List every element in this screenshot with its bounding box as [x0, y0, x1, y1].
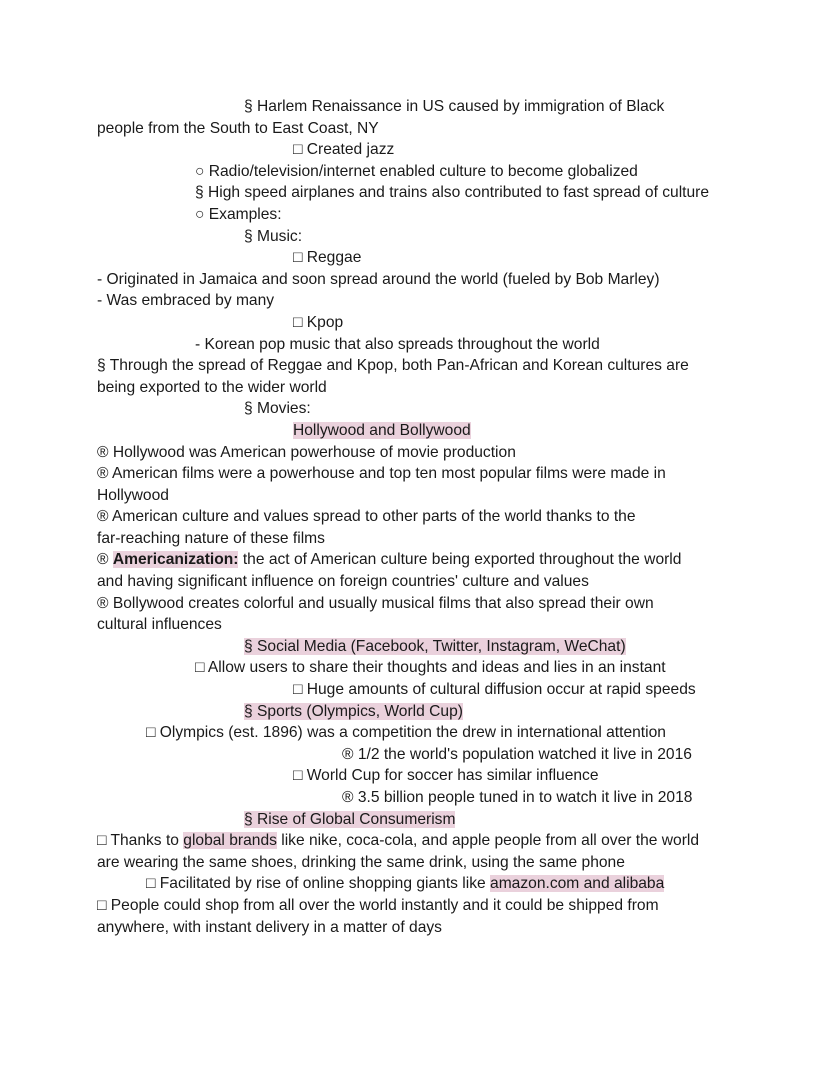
text-line — [97, 226, 737, 248]
text-segment: people from the South to East Coast, NY — [97, 119, 379, 137]
text-segment: the act of American culture being exported throughout the world — [238, 551, 682, 569]
text-segment: far-reaching nature of these films — [97, 529, 325, 547]
text-segment: □ Created jazz — [293, 141, 395, 159]
text-line — [97, 636, 737, 658]
text-segment: § Music: — [244, 227, 303, 245]
text-line — [97, 161, 737, 183]
text-line — [97, 139, 737, 161]
text-segment: cultural influences — [97, 616, 222, 634]
text-line — [97, 312, 737, 334]
text-line — [97, 506, 737, 528]
text-segment: ® American films were a powerhouse and top ten most popular films were made in — [97, 465, 666, 483]
text-line — [97, 463, 737, 485]
highlighted-text: Hollywood and Bollywood — [293, 421, 471, 439]
text-line — [97, 701, 737, 723]
text-segment: - Was embraced by many — [97, 292, 275, 310]
text-segment: like nike, coca-cola, and apple people from all over the world — [276, 832, 700, 850]
text-line — [97, 895, 737, 917]
text-segment: □ Allow users to share their thoughts and ideas and lies in an instant — [195, 659, 666, 677]
text-line — [97, 377, 737, 399]
text-line — [97, 722, 737, 744]
highlighted-text: global brands — [183, 832, 277, 850]
text-line — [97, 247, 737, 269]
highlighted-text: § Sports (Olympics, World Cup) — [244, 702, 463, 720]
text-segment: being exported to the wider world — [97, 378, 327, 396]
text-segment: □ Thanks to — [97, 832, 184, 850]
text-line — [97, 118, 737, 140]
text-segment: Hollywood — [97, 486, 169, 504]
highlighted-text: Americanization: — [112, 551, 239, 569]
text-segment: § Movies: — [244, 400, 311, 418]
text-segment: ® 3.5 billion people tuned in to watch it live in 2018 — [342, 789, 693, 806]
text-line — [97, 809, 737, 831]
text-segment: ® 1/2 the world's population watched it live in 2016 — [342, 745, 692, 763]
text-line — [97, 269, 737, 291]
text-line — [97, 765, 737, 787]
text-line — [97, 528, 737, 550]
text-line — [97, 398, 737, 420]
text-line — [97, 549, 737, 571]
text-segment: □ Olympics (est. 1896) was a competition the drew in international attention — [146, 724, 666, 742]
text-line — [97, 917, 737, 939]
text-line — [97, 593, 737, 615]
text-segment: - Originated in Jamaica and soon spread around the world (fueled by Bob Marley) — [97, 270, 660, 288]
text-segment: ® — [97, 551, 113, 569]
text-line — [97, 830, 737, 852]
text-line — [97, 420, 737, 442]
text-line — [97, 355, 737, 377]
text-segment: □ Huge amounts of cultural diffusion occur at rapid speeds — [293, 681, 696, 699]
text-line — [97, 182, 737, 204]
text-line — [97, 787, 737, 809]
text-line — [97, 614, 737, 636]
text-segment: □ Facilitated by rise of online shopping giants like — [146, 875, 491, 893]
text-segment: § High speed airplanes and trains also contributed to fast spread of culture — [195, 184, 710, 202]
text-segment: and having significant influence on foreign countries' culture and values — [97, 573, 589, 591]
text-segment: ○ Examples: — [195, 205, 282, 223]
text-line — [97, 442, 737, 464]
text-segment: □ People could shop from all over the world instantly and it could be shipped from — [97, 896, 659, 914]
text-line — [97, 204, 737, 226]
text-line — [97, 873, 737, 895]
text-line — [97, 485, 737, 507]
text-segment: ® American culture and values spread to other parts of the world thanks to the — [97, 508, 636, 526]
text-line — [97, 679, 737, 701]
document-body — [97, 96, 737, 938]
text-segment: anywhere, with instant delivery in a matter of days — [97, 918, 442, 936]
text-line — [97, 657, 737, 679]
highlighted-text: § Rise of Global Consumerism — [244, 810, 456, 828]
text-segment: § Harlem Renaissance in US caused by immigration of Black — [244, 98, 665, 115]
text-line — [97, 744, 737, 766]
text-segment: ® Bollywood creates colorful and usually musical films that also spread their own — [97, 594, 654, 612]
text-segment: § Through the spread of Reggae and Kpop, both Pan-African and Korean cultures are — [97, 357, 689, 375]
text-segment: □ Kpop — [293, 313, 344, 331]
text-segment: are wearing the same shoes, drinking the same drink, using the same phone — [97, 853, 625, 871]
text-segment: ○ Radio/television/internet enabled culture to become globalized — [195, 162, 638, 180]
text-segment: □ World Cup for soccer has similar influence — [293, 767, 599, 785]
text-line — [97, 334, 737, 356]
text-line — [97, 290, 737, 312]
text-segment: □ Reggae — [293, 249, 362, 267]
text-line — [97, 96, 737, 118]
text-segment: - Korean pop music that also spreads throughout the world — [195, 335, 600, 353]
highlighted-text: amazon.com and alibaba — [490, 875, 665, 893]
highlighted-text: § Social Media (Facebook, Twitter, Instagram, WeChat) — [244, 637, 626, 655]
text-line — [97, 852, 737, 874]
text-segment: ® Hollywood was American powerhouse of movie production — [97, 443, 516, 461]
text-line — [97, 571, 737, 593]
